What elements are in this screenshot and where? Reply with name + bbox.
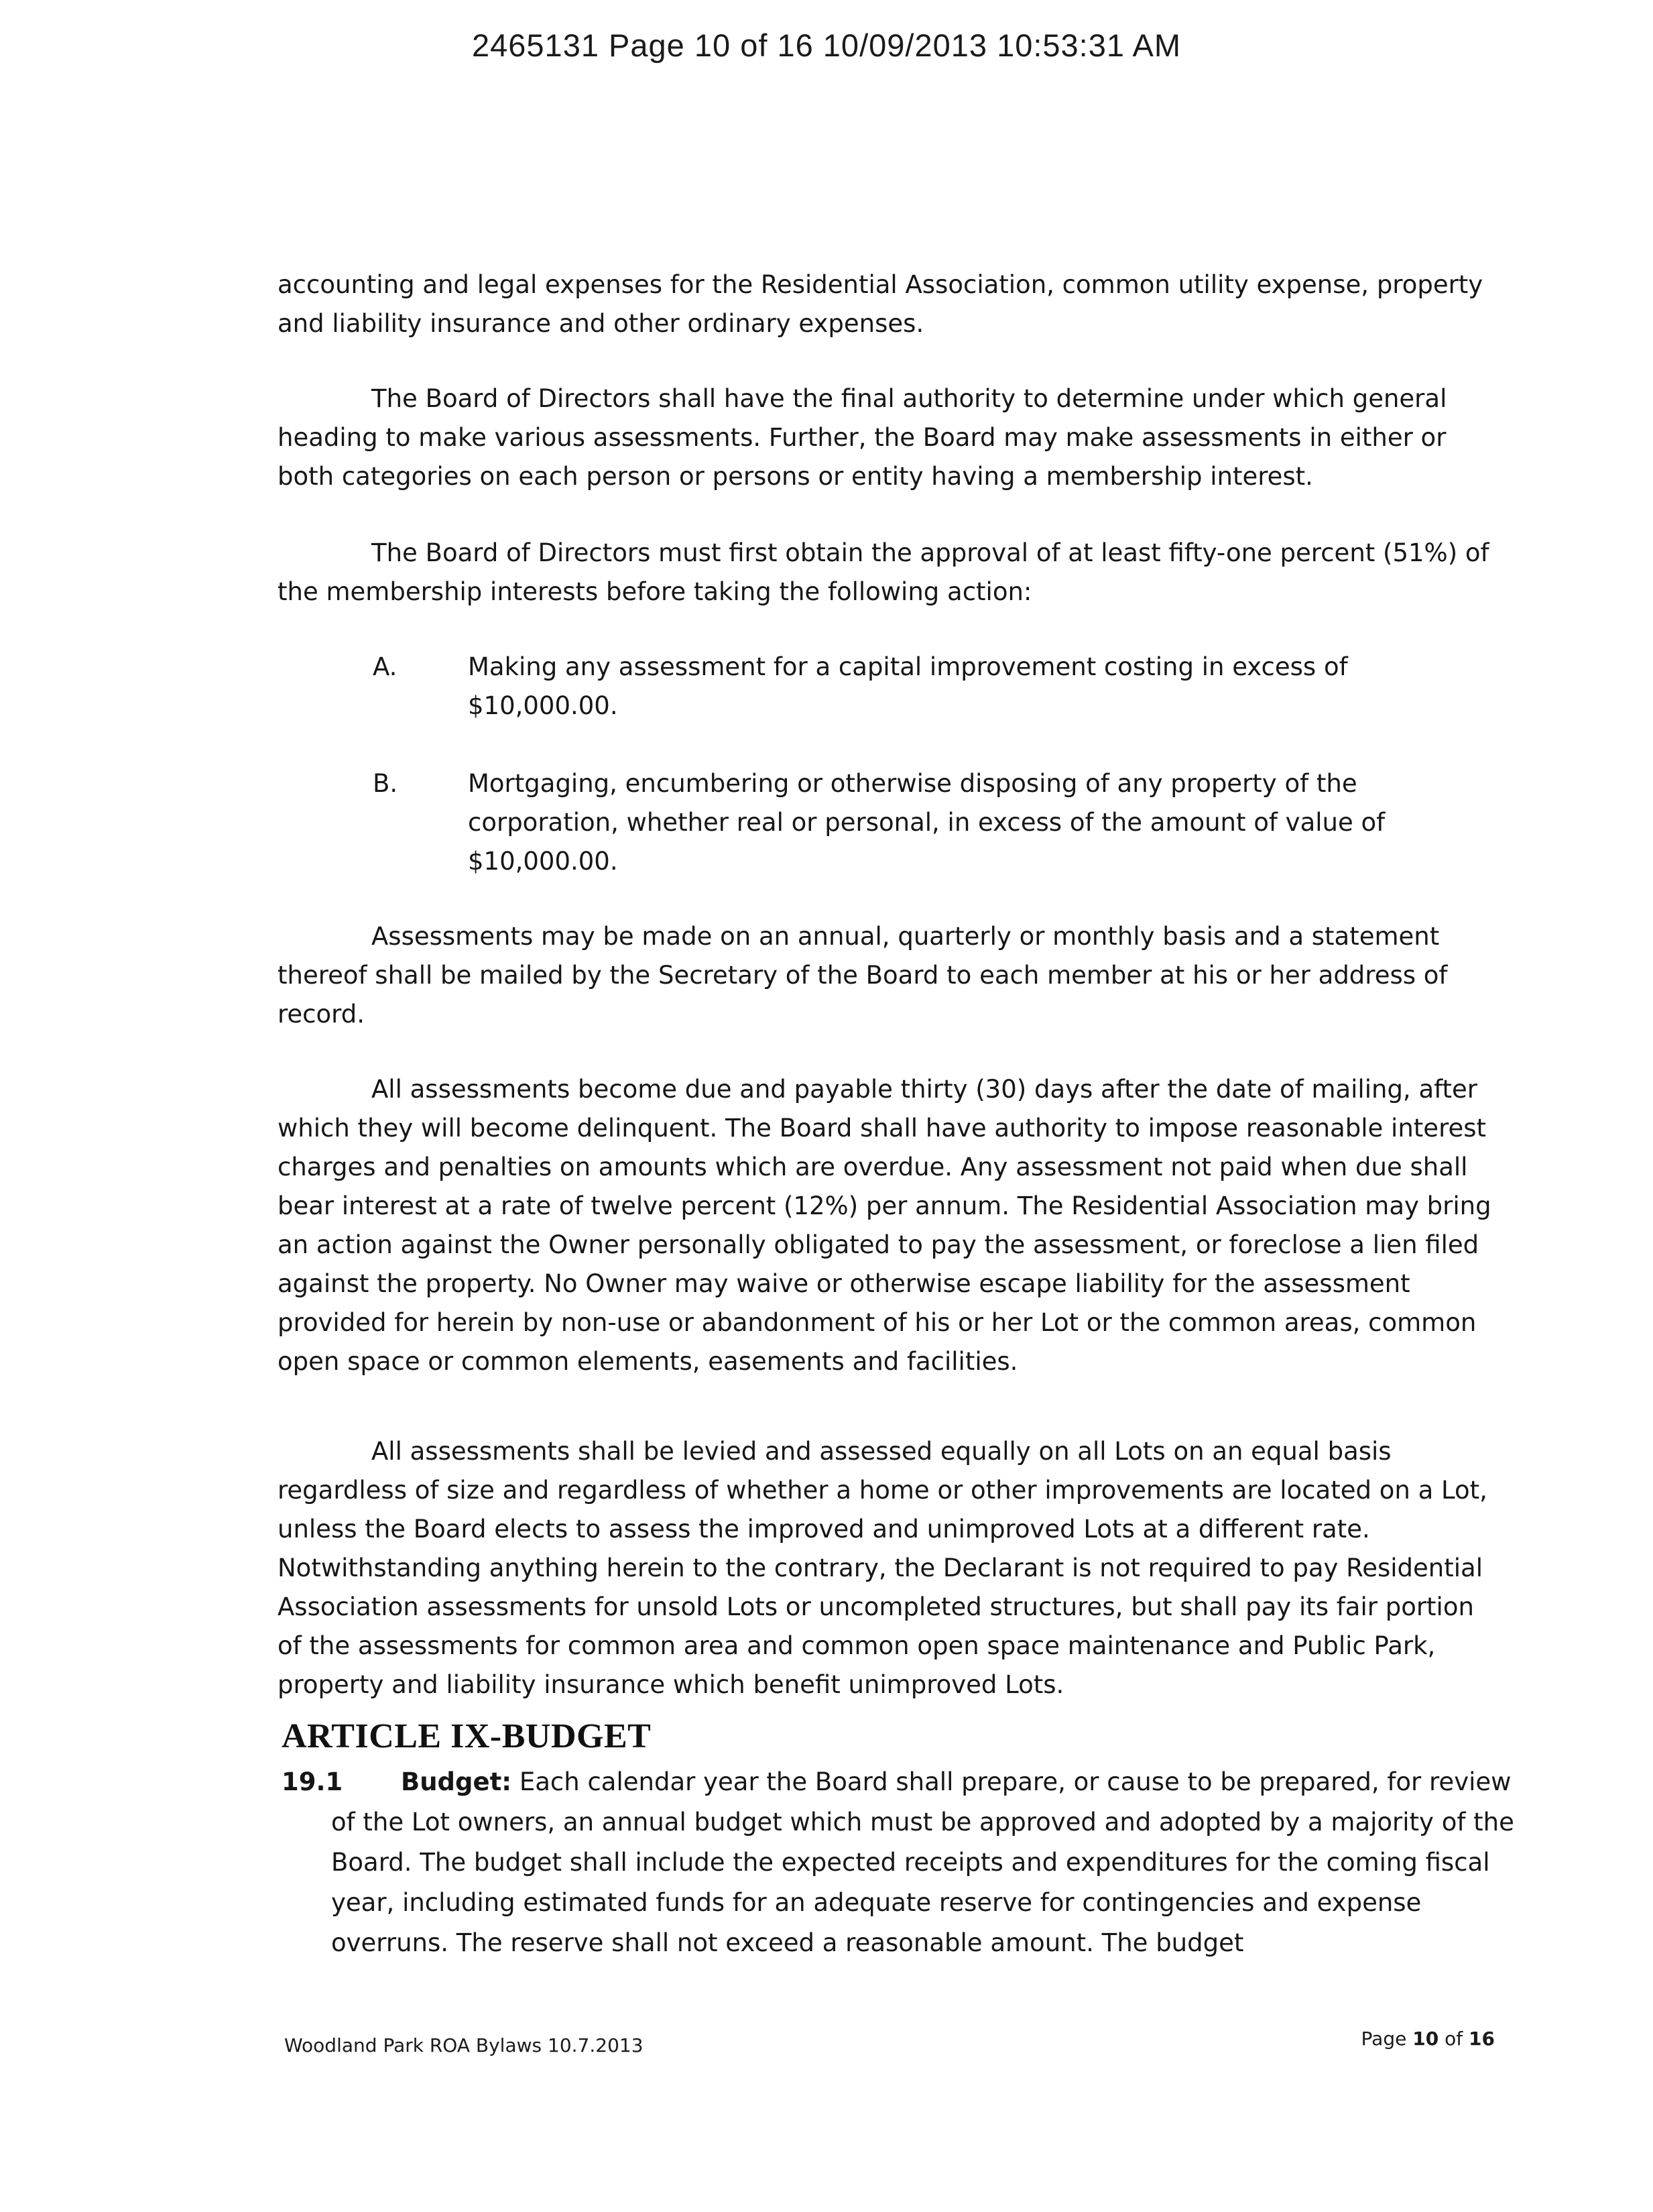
footer-page-of: of [1445,2028,1463,2050]
section-title: Budget: [401,1767,512,1796]
list-item-text: Making any assessment for a capital improvement costing in excess of $10,000.00. [468,652,1348,720]
paragraph-board-authority: The Board of Directors shall have the final authority to determine under which general heading to make various assessments. Further, the Board may make assessments in either or both categories on each person or persons or entity having a membership interest. [278,384,1447,491]
list-item-text: Mortgaging, encumbering or otherwise disposing of any property of the corporation, whether real or personal, in excess of the amount of value of $10,000.00. [468,769,1386,876]
list-marker: A. [373,652,397,681]
list-marker: B. [373,769,398,798]
section-body [331,1762,1531,1963]
paragraph-assessment-basis: Assessments may be made on an annual, quarterly or monthly basis and a statement thereof shall be mailed by the Secretary of the Board to each member at his or her address of record. [278,922,1448,1029]
section-text: Each calendar year the Board shall prepare, or cause to be prepared, for review of the Lot owners, an annual budget which must be approved and adopted by a majority of the Board. The budget shall include the expected receipts and expenditures for the coming fiscal year, including estimated funds for an adequate reserve for contingencies and expense overruns. The reserve shall not exceed a reasonable amount. The budget [331,1767,1514,1957]
section-number: 19.1 [282,1767,343,1796]
footer-page-total: 16 [1469,2028,1495,2050]
article-heading: ARTICLE IX-BUDGET [282,1717,652,1755]
recording-stamp: 2465131 Page 10 of 16 10/09/2013 10:53:31 AM [472,27,1181,63]
footer-page-prefix: Page [1361,2028,1407,2050]
paragraph-equal-levy: All assessments shall be levied and assessed equally on all Lots on an equal basis regardless of size and regardless of whether a home or other improvements are located on a Lot, unless the Board elects to assess the improved and unimproved Lots at a different rate. Notwithstanding anything herein to the contrary, the Declarant is not required to pay Residential Association assessments for unsold Lots or uncompleted structures, but shall pay its fair portion of the assessments for common area and common open space maintenance and Public Park, property and liability insurance which benefit unimproved Lots. [278,1437,1487,1699]
footer-page-current: 10 [1412,2028,1439,2050]
footer-document-name: Woodland Park ROA Bylaws 10.7.2013 [284,2034,644,2056]
paragraph-approval-requirement: The Board of Directors must first obtain the approval of at least fifty-one percent (51%) of the membership interests before taking the following action: [278,538,1489,606]
footer-page-number [1361,2028,1495,2050]
paragraph-expenses: accounting and legal expenses for the Residential Association, common utility expense, property and liability insurance and other ordinary expenses. [278,270,1483,338]
paragraph-due-payable: All assessments become due and payable thirty (30) days after the date of mailing, after which they will become delinquent. The Board shall have authority to impose reasonable interest charges and penalties on amounts which are overdue. Any assessment not paid when due shall bear interest at a rate of twelve percent (12%) per annum. The Residential Association may bring an action against the Owner personally obligated to pay the assessment, or foreclose a lien filed against the property. No Owner may waive or otherwise escape liability for the assessment provided for herein by non-use or abandonment of his or her Lot or the common areas, common open space or common elements, easements and facilities. [278,1075,1491,1376]
